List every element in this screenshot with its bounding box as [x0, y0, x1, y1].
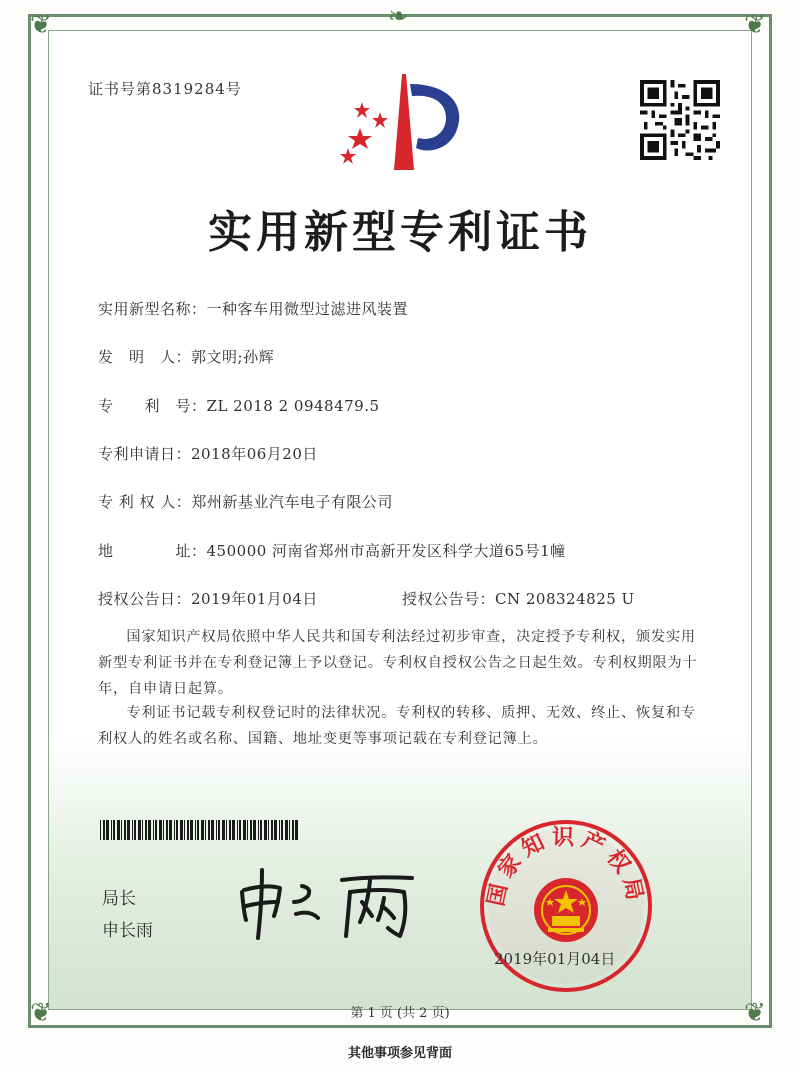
field-patentee: [98, 491, 393, 512]
seal-text: 国家知识产权局: [483, 825, 649, 909]
field-utility-model-name: [98, 298, 408, 319]
field-value: 2019年01月04日: [191, 590, 318, 608]
field-application-date: [98, 443, 318, 464]
field-value: CN 208324825 U: [495, 590, 635, 608]
seal-date: 2019年01月04日: [494, 950, 616, 968]
ornament-top-left-icon: ❦: [30, 10, 52, 40]
statement-paragraph-2: [98, 700, 710, 752]
footer-note: 其他事项参见背面: [347, 1046, 452, 1061]
field-label: 授权公告日：: [98, 590, 192, 608]
director-name: 申长雨: [102, 921, 153, 941]
field-value: 郑州新基业汽车电子有限公司: [191, 493, 393, 511]
barcode: [100, 820, 302, 840]
statement-paragraph-1: [98, 624, 710, 702]
field-label: 专 利 权 人：: [98, 493, 192, 511]
field-value: 一种客车用微型过滤进风装置: [206, 300, 409, 318]
director-role: 局长: [102, 889, 136, 909]
field-address: [98, 540, 566, 561]
ornament-top-center-icon: ❧: [388, 2, 409, 30]
field-label: 授权公告号：: [402, 590, 496, 608]
certificate-number: 证书号第8319284号: [88, 80, 242, 98]
field-grant-announcement-number: [402, 588, 635, 609]
paragraph-text: 专利证书记载专利权登记时的法律状况。专利权的转移、质押、无效、终止、恢复和专利权人的姓名或名称、国籍、地址变更等事项记载在专利登记簿上。: [98, 705, 696, 747]
field-inventor: [98, 346, 274, 367]
page-number: 第 1 页 (共 2 页): [350, 1006, 450, 1021]
ornament-bottom-left-icon: ❦: [30, 998, 52, 1028]
paragraph-text: 国家知识产权局依照中华人民共和国专利法经过初步审查，决定授予专利权，颁发实用新型专利证书并在专利登记簿上予以登记。专利权自授权公告之日起生效。专利权期限为十年，自申请日起算。: [98, 629, 698, 697]
ornament-bottom-right-icon: ❦: [744, 998, 766, 1028]
patent-office-logo-icon: [336, 70, 466, 176]
field-value: 450000 河南省郑州市高新开发区科学大道65号1幢: [206, 542, 566, 560]
field-label: 专利申请日：: [98, 445, 192, 463]
field-patent-number: [98, 395, 380, 416]
field-value: 郭文明;孙辉: [191, 348, 275, 366]
field-label: 专 利 号：: [98, 397, 207, 415]
field-value: ZL 2018 2 0948479.5: [206, 397, 380, 415]
field-label: 发 明 人：: [98, 348, 192, 366]
field-label: 实用新型名称：: [98, 300, 207, 318]
field-label: 地 址：: [98, 542, 207, 560]
handwritten-signature: [232, 862, 432, 942]
document-title: 实用新型专利证书: [208, 207, 592, 258]
ornament-top-right-icon: ❦: [744, 10, 766, 40]
field-value: 2018年06月20日: [191, 445, 318, 463]
qr-code: [640, 80, 720, 160]
field-grant-announcement-date: [98, 588, 318, 609]
